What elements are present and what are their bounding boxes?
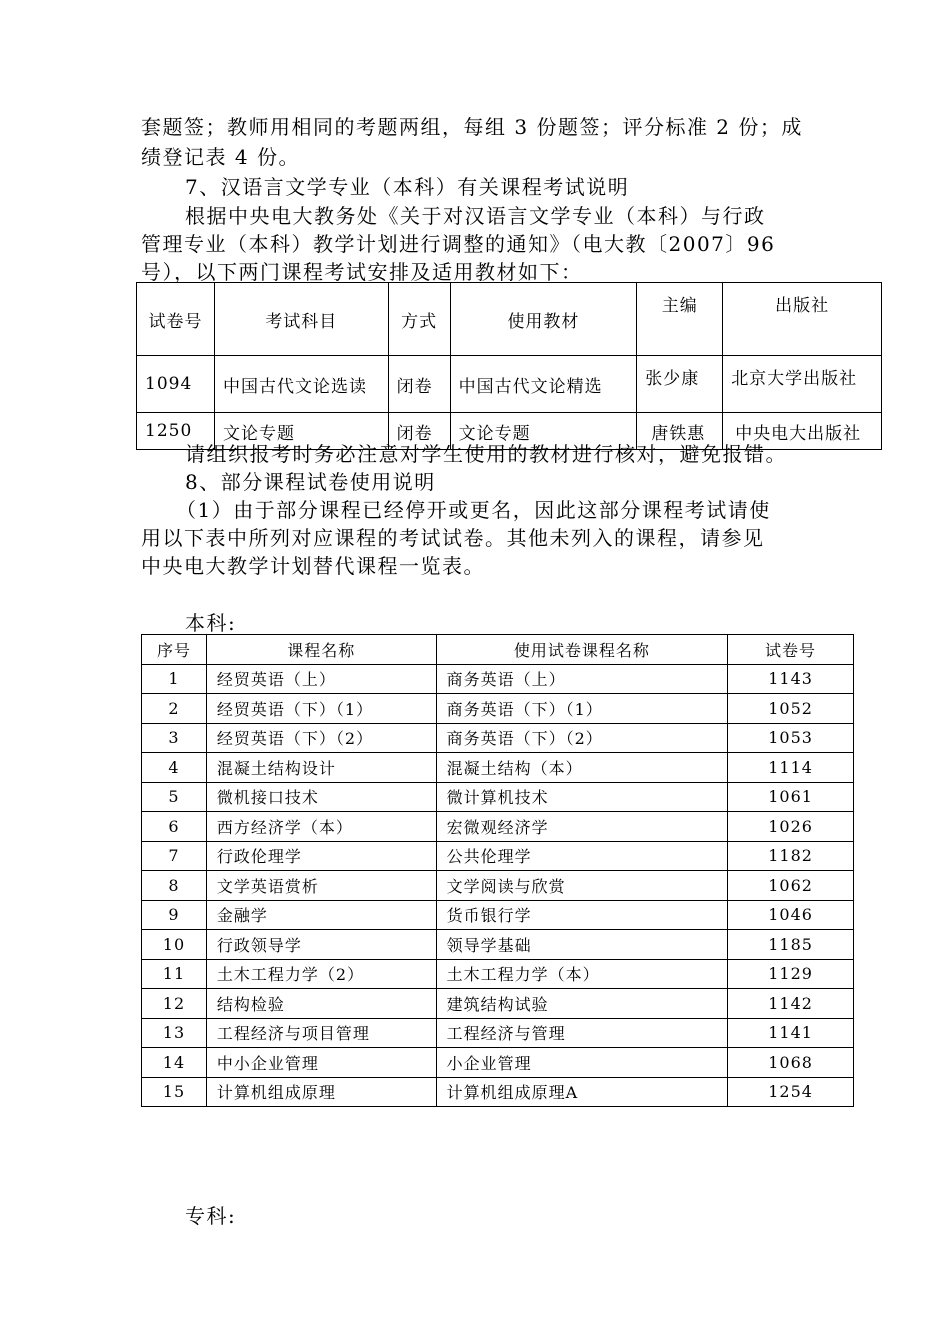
table-cell: 10 <box>142 930 207 960</box>
table-cell: 闭卷 <box>388 413 450 450</box>
table-cell: 经贸英语（上） <box>206 664 436 694</box>
table-row <box>142 841 854 871</box>
table-row <box>142 664 854 694</box>
table-header-row <box>142 635 854 665</box>
table-cell: 1141 <box>728 1018 854 1048</box>
table-cell: 混凝土结构（本） <box>436 753 728 783</box>
table-cell: 1052 <box>728 694 854 724</box>
table-cell: 北京大学出版社 <box>723 356 882 413</box>
table-cell: 金融学 <box>206 900 436 930</box>
exam-table <box>136 282 882 450</box>
section8-body-line-2: 用以下表中所列对应课程的考试试卷。其他未列入的课程，请参见 <box>141 526 765 550</box>
section8-body-line-1: （1）由于部分课程已经停开或更名，因此这部分课程考试请使 <box>176 498 771 522</box>
header-cell: 序号 <box>142 635 207 665</box>
table-cell: 14 <box>142 1048 207 1078</box>
table-cell: 经贸英语（下）（1） <box>206 694 436 724</box>
table-cell: 7 <box>142 841 207 871</box>
table-row <box>142 694 854 724</box>
table-row <box>142 871 854 901</box>
table-row <box>142 900 854 930</box>
table-cell: 1114 <box>728 753 854 783</box>
header-cell: 出版社 <box>723 283 882 356</box>
header-cell: 试卷号 <box>137 283 215 356</box>
table-cell: 张少康 <box>637 356 723 413</box>
section7-body-line-1: 根据中央电大教务处《关于对汉语言文学专业（本科）与行政 <box>185 204 766 228</box>
table-row <box>142 782 854 812</box>
table-cell: 1185 <box>728 930 854 960</box>
table-cell: 微计算机技术 <box>436 782 728 812</box>
table-cell: 3 <box>142 723 207 753</box>
intro-line-2: 绩登记表 4 份。 <box>141 145 300 169</box>
table-cell: 计算机组成原理A <box>436 1077 728 1107</box>
table-cell: 1061 <box>728 782 854 812</box>
table-cell: 商务英语（下）（2） <box>436 723 728 753</box>
table-row <box>142 753 854 783</box>
table-cell: 1142 <box>728 989 854 1019</box>
table-cell: 文论专题 <box>214 413 388 450</box>
intro-line-1: 套题签；教师用相同的考题两组，每组 3 份题签；评分标准 2 份；成 <box>141 115 803 139</box>
table-cell: 微机接口技术 <box>206 782 436 812</box>
table-cell: 1254 <box>728 1077 854 1107</box>
table-row <box>137 356 882 413</box>
table-row <box>142 1048 854 1078</box>
table-cell: 文学英语赏析 <box>206 871 436 901</box>
header-cell: 使用试卷课程名称 <box>436 635 728 665</box>
table-cell: 行政伦理学 <box>206 841 436 871</box>
header-cell: 课程名称 <box>206 635 436 665</box>
table-cell: 1053 <box>728 723 854 753</box>
table-cell: 土木工程力学（2） <box>206 959 436 989</box>
table-cell: 宏微观经济学 <box>436 812 728 842</box>
table-row <box>142 723 854 753</box>
table-cell: 工程经济与管理 <box>436 1018 728 1048</box>
section7-body-line-3: 号），以下两门课程考试安排及适用教材如下： <box>141 260 583 284</box>
table-cell: 文论专题 <box>450 413 637 450</box>
table-cell: 1094 <box>137 356 215 413</box>
table-cell: 1143 <box>728 664 854 694</box>
table-cell: 闭卷 <box>388 356 450 413</box>
table-cell: 文学阅读与欣赏 <box>436 871 728 901</box>
note-text: 请组织报考时务必注意对学生使用的教材进行核对，避免报错。 <box>185 442 787 466</box>
table-cell: 建筑结构试验 <box>436 989 728 1019</box>
table-cell: 1129 <box>728 959 854 989</box>
table-cell: 11 <box>142 959 207 989</box>
table-cell: 混凝土结构设计 <box>206 753 436 783</box>
header-cell: 主编 <box>637 283 723 356</box>
section7-heading: 7、汉语言文学专业（本科）有关课程考试说明 <box>185 175 630 199</box>
table-cell: 计算机组成原理 <box>206 1077 436 1107</box>
table-cell: 商务英语（下）（1） <box>436 694 728 724</box>
table-cell: 中国古代文论精选 <box>450 356 637 413</box>
table-row <box>142 930 854 960</box>
header-cell: 考试科目 <box>214 283 388 356</box>
table-cell: 6 <box>142 812 207 842</box>
table-cell: 唐铁惠 <box>637 413 723 450</box>
college-label: 专科: <box>185 1204 237 1228</box>
table-cell: 1250 <box>137 413 215 450</box>
table-cell: 行政领导学 <box>206 930 436 960</box>
table-cell: 领导学基础 <box>436 930 728 960</box>
table-row <box>142 1018 854 1048</box>
table-row <box>142 989 854 1019</box>
table-row <box>142 959 854 989</box>
table-cell: 5 <box>142 782 207 812</box>
table-cell: 工程经济与项目管理 <box>206 1018 436 1048</box>
table-cell: 1046 <box>728 900 854 930</box>
table-cell: 中央电大出版社 <box>723 413 882 450</box>
undergrad-label: 本科: <box>185 611 237 635</box>
course-table <box>141 634 854 1107</box>
table-cell: 结构检验 <box>206 989 436 1019</box>
header-cell: 试卷号 <box>728 635 854 665</box>
table-row <box>142 1077 854 1107</box>
table-cell: 1068 <box>728 1048 854 1078</box>
table-cell: 4 <box>142 753 207 783</box>
table-cell: 公共伦理学 <box>436 841 728 871</box>
table-cell: 8 <box>142 871 207 901</box>
table-cell: 13 <box>142 1018 207 1048</box>
table-header-row <box>137 283 882 356</box>
table-cell: 中国古代文论选读 <box>214 356 388 413</box>
table-cell: 12 <box>142 989 207 1019</box>
header-cell: 使用教材 <box>450 283 637 356</box>
table-cell: 货币银行学 <box>436 900 728 930</box>
table-cell: 2 <box>142 694 207 724</box>
table-cell: 西方经济学（本） <box>206 812 436 842</box>
table-row <box>142 812 854 842</box>
table-cell: 中小企业管理 <box>206 1048 436 1078</box>
table-cell: 1182 <box>728 841 854 871</box>
table-cell: 土木工程力学（本） <box>436 959 728 989</box>
table-cell: 1062 <box>728 871 854 901</box>
table-cell: 1026 <box>728 812 854 842</box>
table-cell: 经贸英语（下）（2） <box>206 723 436 753</box>
section8-body-line-3: 中央电大教学计划替代课程一览表。 <box>141 554 485 578</box>
table-cell: 小企业管理 <box>436 1048 728 1078</box>
header-cell: 方式 <box>388 283 450 356</box>
table-cell: 15 <box>142 1077 207 1107</box>
section7-body-line-2: 管理专业（本科）教学计划进行调整的通知》（电大教〔2007〕96 <box>141 232 776 256</box>
table-cell: 9 <box>142 900 207 930</box>
section8-heading: 8、部分课程试卷使用说明 <box>185 470 436 494</box>
table-cell: 商务英语（上） <box>436 664 728 694</box>
table-cell: 1 <box>142 664 207 694</box>
